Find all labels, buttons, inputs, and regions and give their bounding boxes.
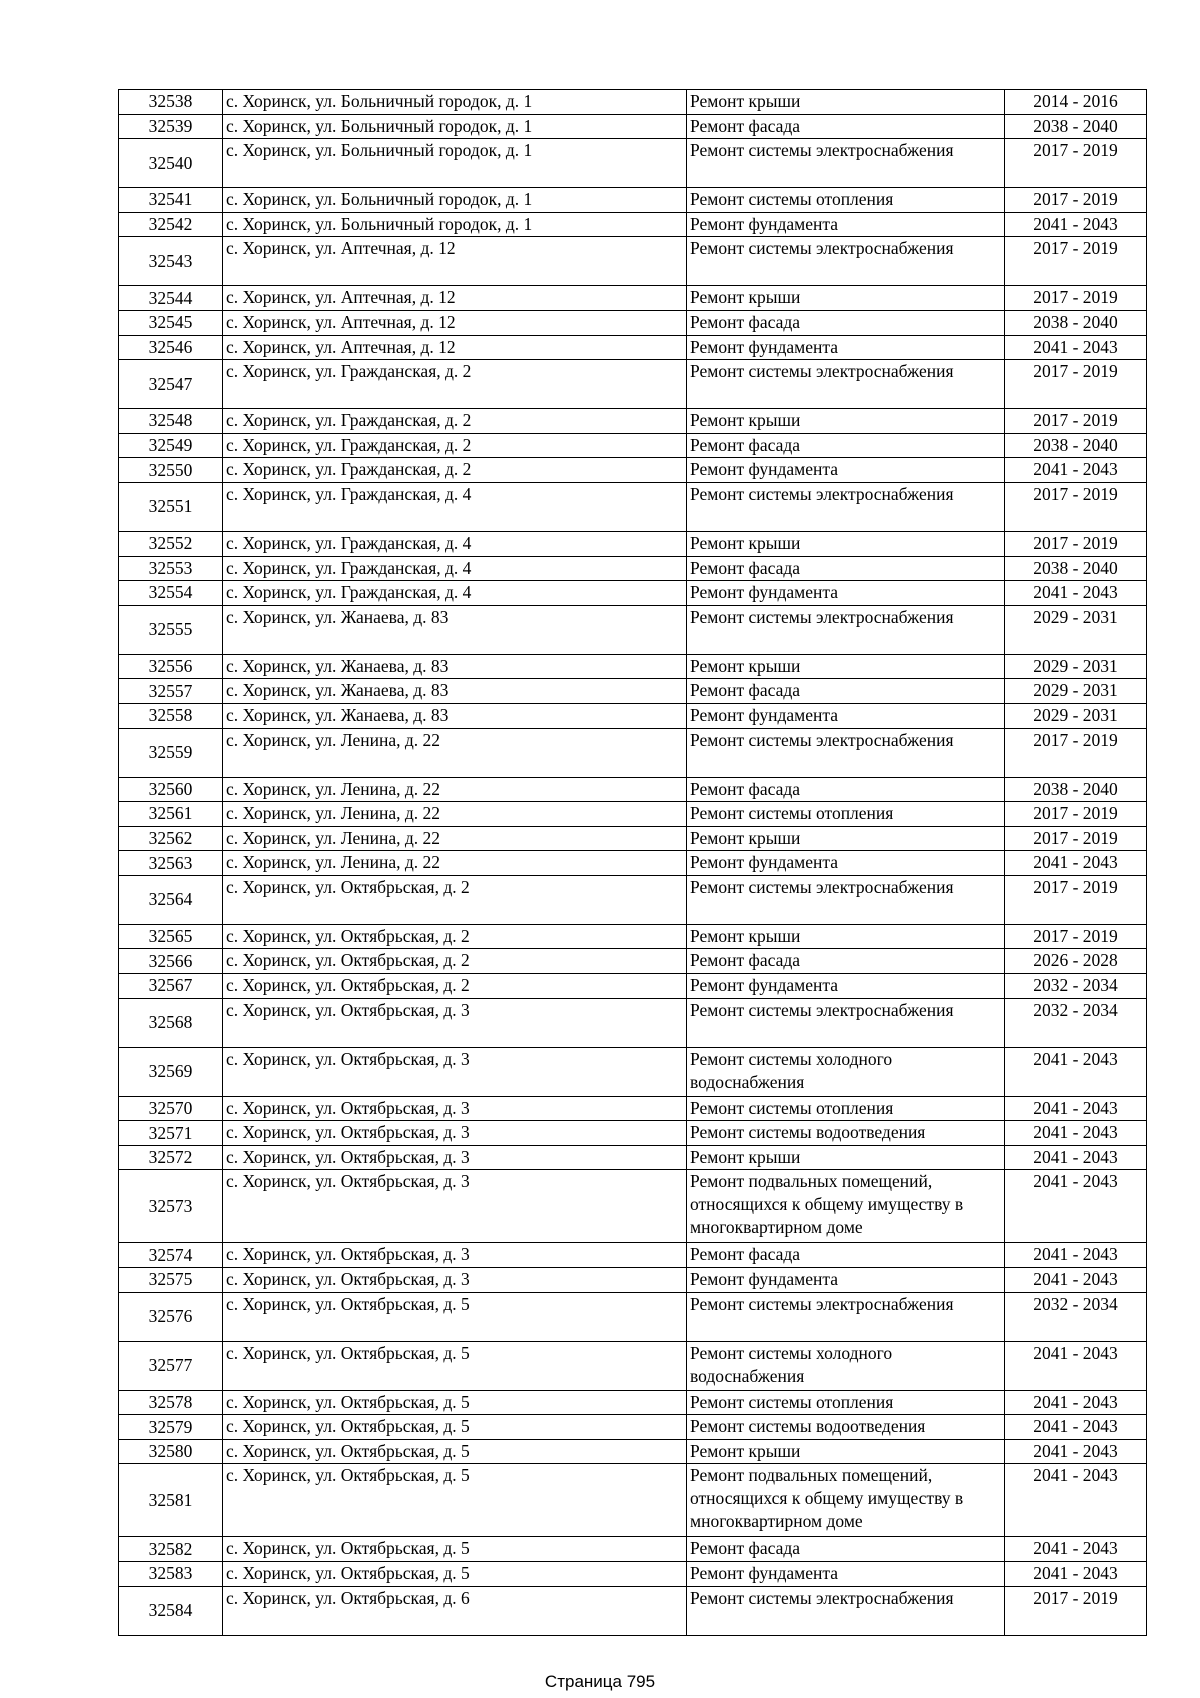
- period-cell: 2041 - 2043: [1005, 1268, 1147, 1293]
- row-id-cell: 32560: [119, 777, 223, 802]
- row-id-cell: 32553: [119, 556, 223, 581]
- repair-schedule-table: [118, 89, 1147, 1636]
- work-type-cell: Ремонт системы электроснабжения: [687, 360, 1005, 409]
- work-type-cell: Ремонт системы электроснабжения: [687, 482, 1005, 531]
- period-cell: 2017 - 2019: [1005, 531, 1147, 556]
- row-id-cell: 32549: [119, 433, 223, 458]
- row-id-cell: 32545: [119, 310, 223, 335]
- table-row: [119, 1341, 1147, 1390]
- work-type-cell: Ремонт системы электроснабжения: [687, 875, 1005, 924]
- address-cell: с. Хоринск, ул. Октябрьская, д. 5: [223, 1341, 687, 1390]
- address-cell: с. Хоринск, ул. Больничный городок, д. 1: [223, 114, 687, 139]
- table-row: [119, 1562, 1147, 1587]
- period-cell: 2017 - 2019: [1005, 188, 1147, 213]
- period-cell: 2041 - 2043: [1005, 1243, 1147, 1268]
- period-cell: 2041 - 2043: [1005, 1562, 1147, 1587]
- table-row: [119, 286, 1147, 311]
- address-cell: с. Хоринск, ул. Октябрьская, д. 5: [223, 1562, 687, 1587]
- work-type-cell: Ремонт системы водоотведения: [687, 1415, 1005, 1440]
- row-id-cell: 32583: [119, 1562, 223, 1587]
- address-cell: с. Хоринск, ул. Ленина, д. 22: [223, 802, 687, 827]
- table-row: [119, 654, 1147, 679]
- row-id-cell: 32538: [119, 90, 223, 115]
- work-type-cell: Ремонт подвальных помещений, относящихся к общему имуществу в многоквартирном доме: [687, 1464, 1005, 1537]
- period-cell: 2041 - 2043: [1005, 1341, 1147, 1390]
- period-cell: 2041 - 2043: [1005, 458, 1147, 483]
- row-id-cell: 32542: [119, 212, 223, 237]
- work-type-cell: Ремонт крыши: [687, 826, 1005, 851]
- address-cell: с. Хоринск, ул. Октябрьская, д. 3: [223, 1170, 687, 1243]
- period-cell: 2014 - 2016: [1005, 90, 1147, 115]
- table-row: [119, 531, 1147, 556]
- period-cell: 2041 - 2043: [1005, 1537, 1147, 1562]
- table-row: [119, 237, 1147, 286]
- address-cell: с. Хоринск, ул. Октябрьская, д. 5: [223, 1390, 687, 1415]
- address-cell: с. Хоринск, ул. Гражданская, д. 2: [223, 409, 687, 434]
- work-type-cell: Ремонт фасада: [687, 556, 1005, 581]
- table-row: [119, 90, 1147, 115]
- work-type-cell: Ремонт крыши: [687, 409, 1005, 434]
- table-row: [119, 826, 1147, 851]
- work-type-cell: Ремонт фасада: [687, 679, 1005, 704]
- work-type-cell: Ремонт системы электроснабжения: [687, 237, 1005, 286]
- table-row: [119, 360, 1147, 409]
- address-cell: с. Хоринск, ул. Октябрьская, д. 3: [223, 998, 687, 1047]
- address-cell: с. Хоринск, ул. Больничный городок, д. 1: [223, 212, 687, 237]
- table-row: [119, 310, 1147, 335]
- address-cell: с. Хоринск, ул. Ленина, д. 22: [223, 826, 687, 851]
- period-cell: 2038 - 2040: [1005, 114, 1147, 139]
- work-type-cell: Ремонт фундамента: [687, 212, 1005, 237]
- table-row: [119, 728, 1147, 777]
- table-row: [119, 212, 1147, 237]
- row-id-cell: 32570: [119, 1096, 223, 1121]
- period-cell: 2017 - 2019: [1005, 409, 1147, 434]
- period-cell: 2017 - 2019: [1005, 826, 1147, 851]
- period-cell: 2017 - 2019: [1005, 728, 1147, 777]
- address-cell: с. Хоринск, ул. Гражданская, д. 2: [223, 458, 687, 483]
- work-type-cell: Ремонт крыши: [687, 924, 1005, 949]
- address-cell: с. Хоринск, ул. Октябрьская, д. 5: [223, 1292, 687, 1341]
- work-type-cell: Ремонт фундамента: [687, 581, 1005, 606]
- work-type-cell: Ремонт фасада: [687, 949, 1005, 974]
- table-row: [119, 1586, 1147, 1635]
- work-type-cell: Ремонт фасада: [687, 310, 1005, 335]
- period-cell: 2041 - 2043: [1005, 1096, 1147, 1121]
- address-cell: с. Хоринск, ул. Октябрьская, д. 2: [223, 974, 687, 999]
- address-cell: с. Хоринск, ул. Жанаева, д. 83: [223, 605, 687, 654]
- address-cell: с. Хоринск, ул. Октябрьская, д. 2: [223, 924, 687, 949]
- period-cell: 2017 - 2019: [1005, 802, 1147, 827]
- work-type-cell: Ремонт фундамента: [687, 703, 1005, 728]
- period-cell: 2038 - 2040: [1005, 310, 1147, 335]
- row-id-cell: 32580: [119, 1439, 223, 1464]
- address-cell: с. Хоринск, ул. Больничный городок, д. 1: [223, 90, 687, 115]
- row-id-cell: 32554: [119, 581, 223, 606]
- row-id-cell: 32572: [119, 1145, 223, 1170]
- address-cell: с. Хоринск, ул. Октябрьская, д. 5: [223, 1537, 687, 1562]
- period-cell: 2017 - 2019: [1005, 1586, 1147, 1635]
- period-cell: 2032 - 2034: [1005, 1292, 1147, 1341]
- address-cell: с. Хоринск, ул. Аптечная, д. 12: [223, 237, 687, 286]
- table-row: [119, 1390, 1147, 1415]
- address-cell: с. Хоринск, ул. Октябрьская, д. 3: [223, 1121, 687, 1146]
- period-cell: 2017 - 2019: [1005, 875, 1147, 924]
- address-cell: с. Хоринск, ул. Гражданская, д. 4: [223, 531, 687, 556]
- period-cell: 2017 - 2019: [1005, 924, 1147, 949]
- table-row: [119, 1145, 1147, 1170]
- table-row: [119, 1439, 1147, 1464]
- period-cell: 2041 - 2043: [1005, 1170, 1147, 1243]
- row-id-cell: 32574: [119, 1243, 223, 1268]
- work-type-cell: Ремонт системы холодного водоснабжения: [687, 1341, 1005, 1390]
- period-cell: 2038 - 2040: [1005, 433, 1147, 458]
- row-id-cell: 32582: [119, 1537, 223, 1562]
- work-type-cell: Ремонт системы отопления: [687, 188, 1005, 213]
- work-type-cell: Ремонт системы электроснабжения: [687, 1586, 1005, 1635]
- address-cell: с. Хоринск, ул. Ленина, д. 22: [223, 777, 687, 802]
- work-type-cell: Ремонт системы электроснабжения: [687, 605, 1005, 654]
- work-type-cell: Ремонт фасада: [687, 114, 1005, 139]
- row-id-cell: 32557: [119, 679, 223, 704]
- table-row: [119, 777, 1147, 802]
- address-cell: с. Хоринск, ул. Октябрьская, д. 5: [223, 1464, 687, 1537]
- address-cell: с. Хоринск, ул. Октябрьская, д. 3: [223, 1268, 687, 1293]
- work-type-cell: Ремонт системы электроснабжения: [687, 139, 1005, 188]
- table-row: [119, 335, 1147, 360]
- work-type-cell: Ремонт фундамента: [687, 335, 1005, 360]
- table-row: [119, 139, 1147, 188]
- address-cell: с. Хоринск, ул. Октябрьская, д. 6: [223, 1586, 687, 1635]
- address-cell: с. Хоринск, ул. Жанаева, д. 83: [223, 679, 687, 704]
- table-row: [119, 581, 1147, 606]
- row-id-cell: 32555: [119, 605, 223, 654]
- row-id-cell: 32566: [119, 949, 223, 974]
- row-id-cell: 32547: [119, 360, 223, 409]
- row-id-cell: 32575: [119, 1268, 223, 1293]
- address-cell: с. Хоринск, ул. Октябрьская, д. 3: [223, 1047, 687, 1096]
- row-id-cell: 32539: [119, 114, 223, 139]
- period-cell: 2041 - 2043: [1005, 1047, 1147, 1096]
- row-id-cell: 32556: [119, 654, 223, 679]
- row-id-cell: 32577: [119, 1341, 223, 1390]
- address-cell: с. Хоринск, ул. Аптечная, д. 12: [223, 310, 687, 335]
- row-id-cell: 32578: [119, 1390, 223, 1415]
- address-cell: с. Хоринск, ул. Жанаева, д. 83: [223, 703, 687, 728]
- work-type-cell: Ремонт крыши: [687, 286, 1005, 311]
- row-id-cell: 32569: [119, 1047, 223, 1096]
- row-id-cell: 32561: [119, 802, 223, 827]
- table-row: [119, 1464, 1147, 1537]
- period-cell: 2017 - 2019: [1005, 237, 1147, 286]
- address-cell: с. Хоринск, ул. Гражданская, д. 2: [223, 360, 687, 409]
- work-type-cell: Ремонт системы холодного водоснабжения: [687, 1047, 1005, 1096]
- address-cell: с. Хоринск, ул. Октябрьская, д. 2: [223, 949, 687, 974]
- row-id-cell: 32541: [119, 188, 223, 213]
- table-row: [119, 433, 1147, 458]
- table-row: [119, 851, 1147, 876]
- work-type-cell: Ремонт системы отопления: [687, 802, 1005, 827]
- period-cell: 2017 - 2019: [1005, 360, 1147, 409]
- table-row: [119, 458, 1147, 483]
- period-cell: 2041 - 2043: [1005, 335, 1147, 360]
- table-body: [119, 90, 1147, 1636]
- period-cell: 2041 - 2043: [1005, 1390, 1147, 1415]
- row-id-cell: 32548: [119, 409, 223, 434]
- row-id-cell: 32581: [119, 1464, 223, 1537]
- table-row: [119, 1268, 1147, 1293]
- period-cell: 2041 - 2043: [1005, 581, 1147, 606]
- table-row: [119, 679, 1147, 704]
- work-type-cell: Ремонт системы электроснабжения: [687, 998, 1005, 1047]
- row-id-cell: 32584: [119, 1586, 223, 1635]
- period-cell: 2041 - 2043: [1005, 1415, 1147, 1440]
- table-row: [119, 409, 1147, 434]
- address-cell: с. Хоринск, ул. Октябрьская, д. 3: [223, 1145, 687, 1170]
- table-row: [119, 1170, 1147, 1243]
- row-id-cell: 32559: [119, 728, 223, 777]
- period-cell: 2017 - 2019: [1005, 139, 1147, 188]
- address-cell: с. Хоринск, ул. Жанаева, д. 83: [223, 654, 687, 679]
- work-type-cell: Ремонт крыши: [687, 1145, 1005, 1170]
- table-row: [119, 1415, 1147, 1440]
- period-cell: 2041 - 2043: [1005, 1464, 1147, 1537]
- row-id-cell: 32546: [119, 335, 223, 360]
- table-row: [119, 605, 1147, 654]
- work-type-cell: Ремонт крыши: [687, 1439, 1005, 1464]
- table-row: [119, 556, 1147, 581]
- work-type-cell: Ремонт системы отопления: [687, 1096, 1005, 1121]
- work-type-cell: Ремонт фундамента: [687, 851, 1005, 876]
- period-cell: 2041 - 2043: [1005, 1121, 1147, 1146]
- period-cell: 2017 - 2019: [1005, 482, 1147, 531]
- address-cell: с. Хоринск, ул. Октябрьская, д. 5: [223, 1415, 687, 1440]
- period-cell: 2041 - 2043: [1005, 851, 1147, 876]
- row-id-cell: 32568: [119, 998, 223, 1047]
- work-type-cell: Ремонт системы водоотведения: [687, 1121, 1005, 1146]
- work-type-cell: Ремонт системы электроснабжения: [687, 1292, 1005, 1341]
- table-row: [119, 998, 1147, 1047]
- work-type-cell: Ремонт крыши: [687, 531, 1005, 556]
- table-row: [119, 949, 1147, 974]
- address-cell: с. Хоринск, ул. Аптечная, д. 12: [223, 286, 687, 311]
- period-cell: 2032 - 2034: [1005, 998, 1147, 1047]
- address-cell: с. Хоринск, ул. Больничный городок, д. 1: [223, 188, 687, 213]
- address-cell: с. Хоринск, ул. Гражданская, д. 4: [223, 581, 687, 606]
- table-row: [119, 188, 1147, 213]
- period-cell: 2029 - 2031: [1005, 679, 1147, 704]
- period-cell: 2017 - 2019: [1005, 286, 1147, 311]
- table-row: [119, 974, 1147, 999]
- period-cell: 2041 - 2043: [1005, 212, 1147, 237]
- row-id-cell: 32550: [119, 458, 223, 483]
- period-cell: 2032 - 2034: [1005, 974, 1147, 999]
- address-cell: с. Хоринск, ул. Октябрьская, д. 5: [223, 1439, 687, 1464]
- row-id-cell: 32562: [119, 826, 223, 851]
- table-row: [119, 482, 1147, 531]
- table-row: [119, 924, 1147, 949]
- table-row: [119, 802, 1147, 827]
- row-id-cell: 32552: [119, 531, 223, 556]
- row-id-cell: 32565: [119, 924, 223, 949]
- table-row: [119, 114, 1147, 139]
- table-row: [119, 703, 1147, 728]
- period-cell: 2029 - 2031: [1005, 605, 1147, 654]
- row-id-cell: 32563: [119, 851, 223, 876]
- address-cell: с. Хоринск, ул. Гражданская, д. 4: [223, 482, 687, 531]
- period-cell: 2038 - 2040: [1005, 556, 1147, 581]
- table-row: [119, 875, 1147, 924]
- row-id-cell: 32544: [119, 286, 223, 311]
- row-id-cell: 32564: [119, 875, 223, 924]
- work-type-cell: Ремонт фундамента: [687, 1268, 1005, 1293]
- row-id-cell: 32540: [119, 139, 223, 188]
- work-type-cell: Ремонт крыши: [687, 90, 1005, 115]
- period-cell: 2029 - 2031: [1005, 654, 1147, 679]
- address-cell: с. Хоринск, ул. Больничный городок, д. 1: [223, 139, 687, 188]
- period-cell: 2026 - 2028: [1005, 949, 1147, 974]
- row-id-cell: 32571: [119, 1121, 223, 1146]
- address-cell: с. Хоринск, ул. Аптечная, д. 12: [223, 335, 687, 360]
- row-id-cell: 32558: [119, 703, 223, 728]
- work-type-cell: Ремонт фасада: [687, 1537, 1005, 1562]
- address-cell: с. Хоринск, ул. Гражданская, д. 4: [223, 556, 687, 581]
- address-cell: с. Хоринск, ул. Гражданская, д. 2: [223, 433, 687, 458]
- row-id-cell: 32579: [119, 1415, 223, 1440]
- row-id-cell: 32567: [119, 974, 223, 999]
- period-cell: 2041 - 2043: [1005, 1439, 1147, 1464]
- address-cell: с. Хоринск, ул. Октябрьская, д. 3: [223, 1243, 687, 1268]
- address-cell: с. Хоринск, ул. Ленина, д. 22: [223, 728, 687, 777]
- work-type-cell: Ремонт фасада: [687, 433, 1005, 458]
- table-row: [119, 1537, 1147, 1562]
- table-row: [119, 1047, 1147, 1096]
- period-cell: 2038 - 2040: [1005, 777, 1147, 802]
- work-type-cell: Ремонт фасада: [687, 1243, 1005, 1268]
- work-type-cell: Ремонт фундамента: [687, 974, 1005, 999]
- row-id-cell: 32573: [119, 1170, 223, 1243]
- page-number: Страница 795: [544, 1672, 656, 1691]
- table-row: [119, 1292, 1147, 1341]
- period-cell: 2029 - 2031: [1005, 703, 1147, 728]
- address-cell: с. Хоринск, ул. Октябрьская, д. 3: [223, 1096, 687, 1121]
- table-row: [119, 1096, 1147, 1121]
- work-type-cell: Ремонт фасада: [687, 777, 1005, 802]
- table-row: [119, 1121, 1147, 1146]
- row-id-cell: 32576: [119, 1292, 223, 1341]
- work-type-cell: Ремонт системы отопления: [687, 1390, 1005, 1415]
- address-cell: с. Хоринск, ул. Октябрьская, д. 2: [223, 875, 687, 924]
- work-type-cell: Ремонт крыши: [687, 654, 1005, 679]
- work-type-cell: Ремонт системы электроснабжения: [687, 728, 1005, 777]
- table-row: [119, 1243, 1147, 1268]
- work-type-cell: Ремонт фундамента: [687, 1562, 1005, 1587]
- address-cell: с. Хоринск, ул. Ленина, д. 22: [223, 851, 687, 876]
- row-id-cell: 32543: [119, 237, 223, 286]
- work-type-cell: Ремонт фундамента: [687, 458, 1005, 483]
- work-type-cell: Ремонт подвальных помещений, относящихся к общему имуществу в многоквартирном доме: [687, 1170, 1005, 1243]
- row-id-cell: 32551: [119, 482, 223, 531]
- period-cell: 2041 - 2043: [1005, 1145, 1147, 1170]
